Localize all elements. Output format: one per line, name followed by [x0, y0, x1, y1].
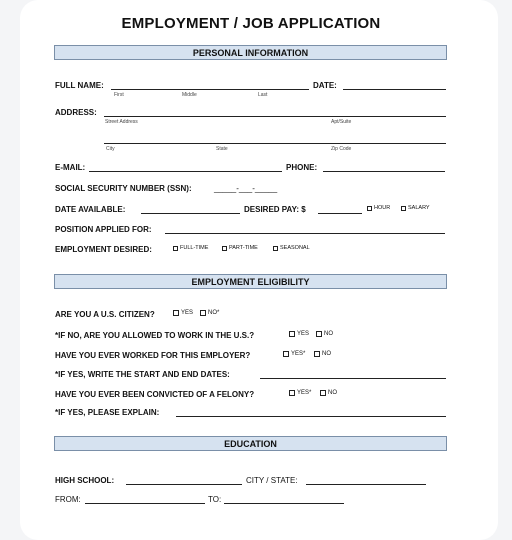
employment-desired-label: EMPLOYMENT DESIRED:: [55, 245, 152, 254]
part-time-checkbox[interactable]: [222, 246, 227, 251]
phone-label: PHONE:: [286, 163, 318, 172]
hour-checkbox[interactable]: [367, 206, 372, 211]
citizen-no-option[interactable]: NO*: [200, 310, 219, 316]
date-label: DATE:: [313, 81, 337, 90]
citizen-yes-option[interactable]: YES: [173, 310, 193, 316]
worked-no-option[interactable]: NO: [314, 351, 331, 357]
worked-yes-option[interactable]: YES*: [283, 351, 305, 357]
part-time-option[interactable]: PART-TIME: [222, 245, 258, 251]
citizen-yes-checkbox[interactable]: [173, 310, 179, 316]
date-available-field[interactable]: [141, 213, 240, 214]
zip-code-sublabel: Zip Code: [331, 146, 352, 152]
full-time-option[interactable]: FULL-TIME: [173, 245, 208, 251]
full-name-field[interactable]: [111, 89, 309, 90]
hour-option[interactable]: HOUR: [367, 205, 390, 211]
felony-question: HAVE YOU EVER BEEN CONVICTED OF A FELONY?: [55, 390, 255, 399]
seasonal-option[interactable]: SEASONAL: [273, 245, 310, 251]
worked-before-question: HAVE YOU EVER WORKED FOR THIS EMPLOYER?: [55, 351, 251, 360]
full-name-label: FULL NAME:: [55, 81, 104, 90]
worked-yes-checkbox[interactable]: [283, 351, 289, 357]
high-school-field[interactable]: [126, 484, 242, 485]
start-end-dates-field[interactable]: [260, 378, 446, 379]
allowed-yes-option[interactable]: YES: [289, 331, 309, 337]
felony-yes-checkbox[interactable]: [289, 390, 295, 396]
ssn-field[interactable]: _____-___-_____: [214, 184, 278, 193]
full-time-checkbox[interactable]: [173, 246, 178, 251]
high-school-label: HIGH SCHOOL:: [55, 476, 115, 485]
allowed-work-question: *IF NO, ARE YOU ALLOWED TO WORK IN THE U.S.?: [55, 331, 255, 340]
date-field[interactable]: [343, 89, 446, 90]
last-sublabel: Last: [258, 92, 268, 98]
position-label: POSITION APPLIED FOR:: [55, 225, 152, 234]
seasonal-checkbox[interactable]: [273, 246, 278, 251]
felony-yes-option[interactable]: YES*: [289, 390, 311, 396]
felony-no-checkbox[interactable]: [320, 390, 326, 396]
worked-no-checkbox[interactable]: [314, 351, 320, 357]
to-field[interactable]: [224, 503, 344, 504]
city-state-field[interactable]: [306, 484, 426, 485]
position-field[interactable]: [165, 233, 445, 234]
email-field[interactable]: [89, 171, 282, 172]
from-field[interactable]: [85, 503, 205, 504]
phone-field[interactable]: [323, 171, 445, 172]
allowed-no-checkbox[interactable]: [316, 331, 322, 337]
citizen-question: ARE YOU A U.S. CITIZEN?: [55, 310, 155, 319]
section-education: EDUCATION: [54, 436, 447, 451]
salary-checkbox[interactable]: [401, 206, 406, 211]
address-label: ADDRESS:: [55, 108, 97, 117]
from-label: FROM:: [55, 495, 81, 504]
street-address-field[interactable]: [104, 116, 446, 117]
apt-suite-sublabel: Apt/Suite: [331, 119, 352, 125]
allowed-no-option[interactable]: NO: [316, 331, 333, 337]
explain-field[interactable]: [176, 416, 446, 417]
first-sublabel: First: [114, 92, 124, 98]
explain-question: *IF YES, PLEASE EXPLAIN:: [55, 408, 160, 417]
city-state-label: CITY / STATE:: [246, 476, 298, 485]
desired-pay-field[interactable]: [318, 213, 362, 214]
allowed-yes-checkbox[interactable]: [289, 331, 295, 337]
form-title: EMPLOYMENT / JOB APPLICATION: [121, 15, 381, 32]
street-address-sublabel: Street Address: [105, 119, 138, 125]
state-sublabel: State: [216, 146, 228, 152]
section-employment-eligibility: EMPLOYMENT ELIGIBILITY: [54, 274, 447, 289]
salary-option[interactable]: SALARY: [401, 205, 430, 211]
desired-pay-label: DESIRED PAY: $: [244, 205, 306, 214]
city-state-zip-field[interactable]: [104, 143, 446, 144]
city-sublabel: City: [106, 146, 115, 152]
citizen-no-checkbox[interactable]: [200, 310, 206, 316]
date-available-label: DATE AVAILABLE:: [55, 205, 126, 214]
to-label: TO:: [208, 495, 222, 504]
middle-sublabel: Middle: [182, 92, 197, 98]
section-personal-information: PERSONAL INFORMATION: [54, 45, 447, 60]
start-end-dates-question: *IF YES, WRITE THE START AND END DATES:: [55, 370, 230, 379]
felony-no-option[interactable]: NO: [320, 390, 337, 396]
email-label: E-MAIL:: [55, 163, 86, 172]
ssn-label: SOCIAL SECURITY NUMBER (SSN):: [55, 184, 192, 193]
